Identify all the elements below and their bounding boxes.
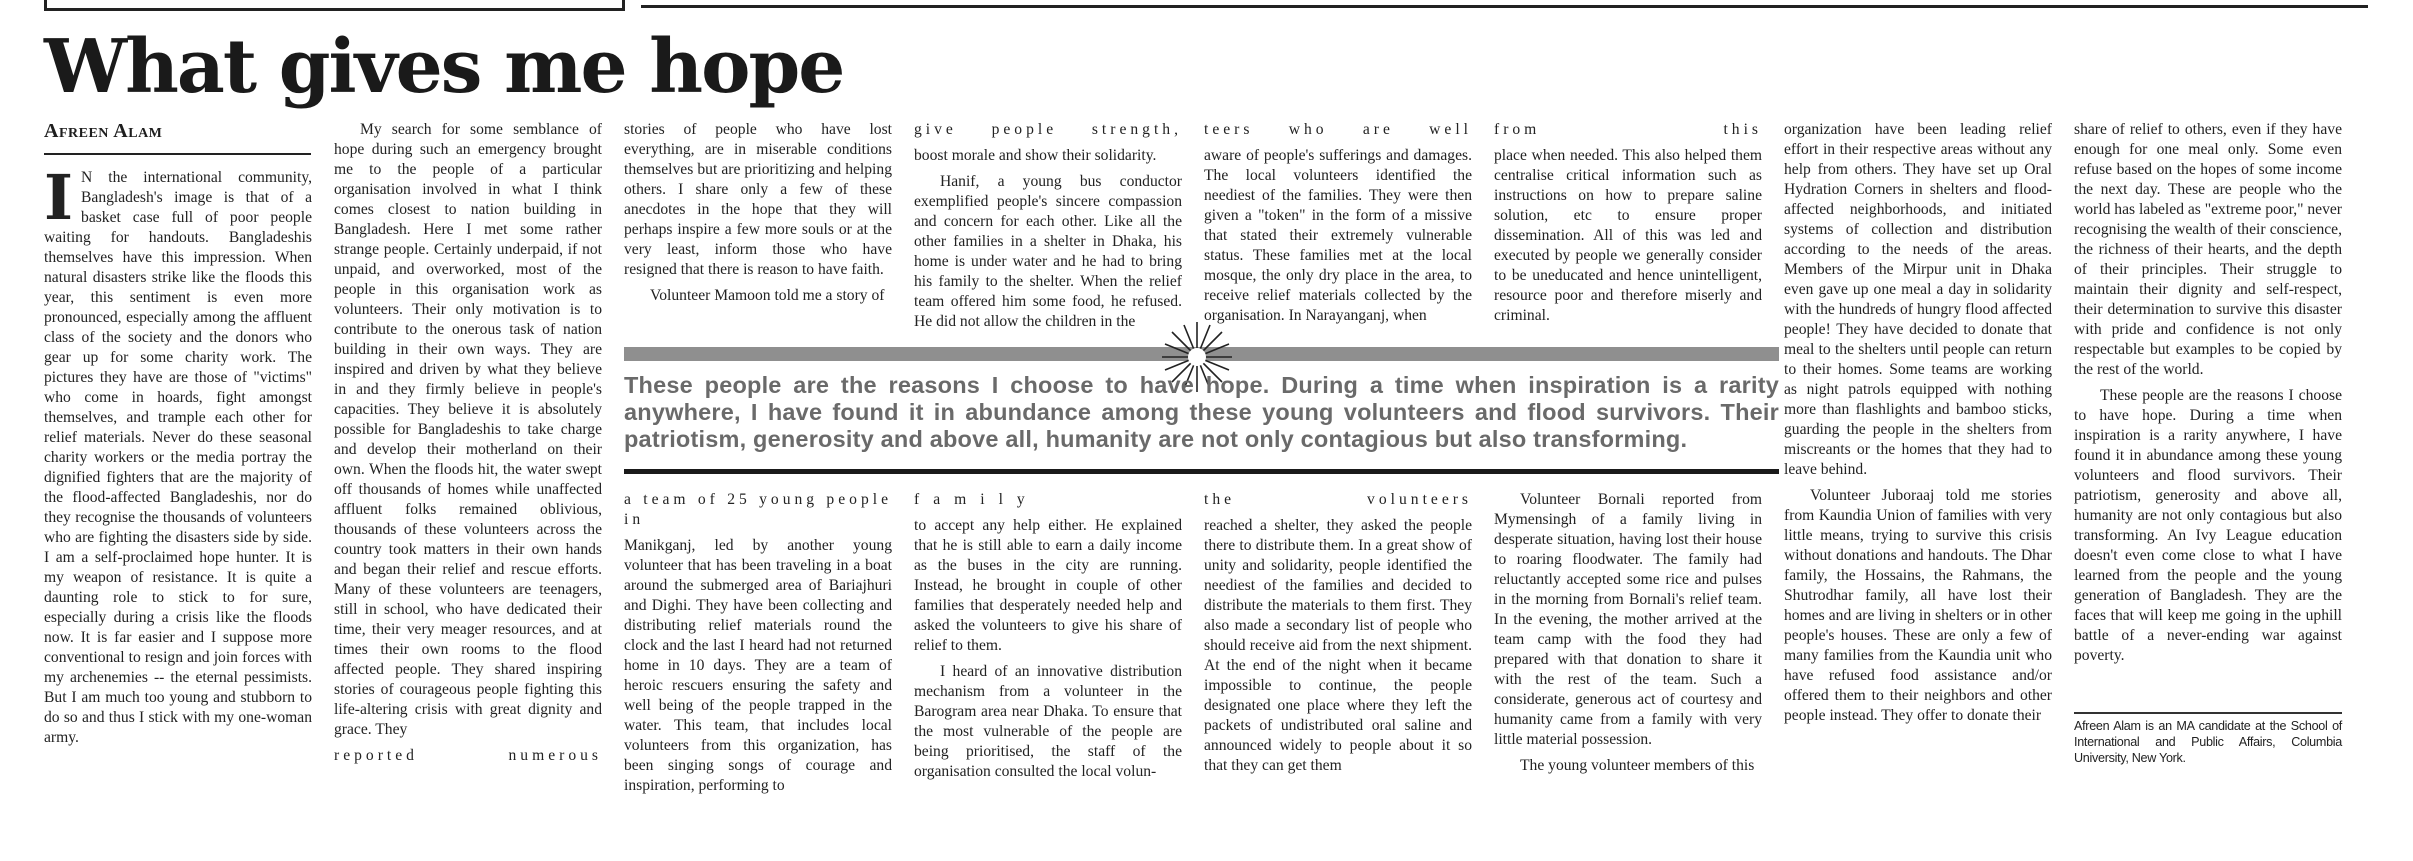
paragraph: My search for some semblance of hope during such an emergency brought me to the people of a particular organisation involved in what I think comes closest to nation building in Bangladesh. Here I met some rather strange people. Certainly underpaid, if not unpaid, and overworked, most of the people in this organisation work as volunteers. Their only motivation is to contribute to the onerous task of nation building in their own ways. They are inspired and driven by what they believe in and they firmly believe in people's capacities. They believe it is absolutely possible for Bangladeshis to take charge and develop their motherland on their own. When the floods hit, the water swept off thousands of homes while unaffected affluent folks remained oblivious, thousands of these volunteers across the country took matters in their own hands and began their relief and rescue efforts. Many of these volunteers are teenagers, still in school, who have dedicated their time, their very meager resources, and at times their own rooms to the flood affected people. They shared inspiring stories of courageous people fighting this life-altering crisis with great dignity and grace. They [334, 121, 602, 738]
top-border-box [44, 0, 625, 11]
article-column-8 [2074, 120, 2342, 672]
article-column-2 [334, 120, 602, 772]
paragraph: These people are the reasons I choose to have hope. During a time when inspiration is a rarity anywhere, I have found it in abundance among these young volunteers and flood survivors. Their patriotism, generosity and above all, humanity are not only contagious but also transforming. An Ivy League education doesn't even come close to what I have learned from the people and the young generation of Bangladesh. They are the faces that will keep me going in the uphill battle of a never-ending war against poverty. [2074, 387, 2342, 664]
paragraph: Volunteer Juboraaj told me stories from Kaundia Union of families with very little means, trying to survive this crisis without donations and handouts. The Dhar family, the Hossains, the Rahmans, the Shutrodhar family, all have lost their homes and are living in shelters or in other people's houses. These are only a few of many families from the Kaundia unit who have refused food assistance and/or offered them to their neighbors and other people instead. They offer to donate their [1784, 487, 2052, 724]
paragraph: to accept any help either. He explained that he is still able to earn a daily income as the buses in the city are running. Instead, he brought in couple of other families that desperately needed help and asked the volunteers to give his share of relief to them. [914, 517, 1182, 654]
paragraph: Manikganj, led by another young volunteer that has been traveling in a boat around the submerged area of Bariajhuri and Dighi. They have been collecting and distributing relief materials round the clock and the last I heard had not returned home in 10 days. They are a team of heroic rescuers ensuring the safety and well being of the people trapped in the water. This team, that includes local volunteers from this organization, has been singing songs of courage and inspiration, performing to [624, 537, 892, 794]
paragraph: aware of people's sufferings and damages. The local volunteers identified the neediest of the families. They were then given a "token" in the form of a missive that stated their extremely vulnerable status. These families met at the local mosque, the only dry place in the area, to receive relief materials collected by the organisation. In Narayanganj, when [1204, 147, 1472, 324]
byline: Afreen Alam [44, 120, 311, 155]
pull-quote-rule [624, 469, 1779, 474]
article-column-6-bottom [1494, 490, 1762, 782]
paragraph-head: the volunteers [1204, 491, 1472, 508]
paragraph: Volunteer Mamoon told me a story of [650, 287, 885, 304]
article-column-1 [44, 161, 312, 754]
paragraph: stories of people who have lost everything, are in miserable conditions themselves but are prioritizing and helping others. I share only a few of these anecdotes in the hope that they will perhaps inspire a few more souls or at the very least, inform those who have resigned that there is reason to have faith. [624, 121, 892, 278]
paragraph: organization have been leading relief effort in their respective areas without any help from others. They have set up Oral Hydration Corners in shelters and flood-affected neighborhoods, and initiated systems of collection and distribution according to the needs of the areas. Members of the Mirpur unit in Dhaka even gave up one meal a day in solidarity with the hundreds of hungry flood affected people! They have decided to donate that meal to the shelters until people can return to their homes. Some teams are working as night patrols equipped with nothing more than flashlights and bamboo sticks, guarding the people in the shelters from miscreants or the homes that they had to leave behind. [1784, 121, 2052, 478]
article-column-7 [1784, 120, 2052, 732]
paragraph: boost morale and show their solidarity. [914, 147, 1157, 164]
paragraph-tail: reported numerous [334, 747, 602, 764]
paragraph-head: family [914, 491, 1039, 508]
paragraph-head: a team of 25 young people in [624, 491, 892, 528]
article-column-6-top [1494, 120, 1762, 332]
author-bio: Afreen Alam is an MA candidate at the School of International and Public Affairs, Columbia University, New York. [2074, 712, 2342, 766]
paragraph: Hanif, a young bus conductor exemplified people's sincere compassion and concern for each other. Like all the other families in a shelter in Dhaka, his home is under water and he had to bring his family to the shelter. When the relief team offered him some food, he refused. He did not allow the children in the [914, 173, 1182, 330]
article-column-5-top [1204, 120, 1472, 332]
paragraph-head: from this [1494, 121, 1762, 138]
article-column-3-bottom [624, 490, 892, 802]
dropcap: I [44, 161, 74, 234]
paragraph [44, 161, 312, 748]
paragraph-head: give people strength, [914, 121, 1182, 138]
page-title: What gives me hope [44, 24, 844, 110]
article-column-3-top [624, 120, 892, 312]
article-column-4-bottom [914, 490, 1182, 788]
paragraph: place when needed. This also helped them centralise critical information such as instructions on how to prepare saline solution, etc to ensure proper dissemination. All of this was led and executed by people we generally consider to be uneducated and hence unintelligent, resource poor and therefore miserly and criminal. [1494, 147, 1762, 324]
article-column-5-bottom [1204, 490, 1472, 782]
pull-quote: These people are the reasons I choose to have hope. During a time when inspiration is a rarity anywhere, I have found it in abundance among these young volunteers and flood survivors. Their patriotism, generosity and above all, humanity are not only contagious but also transforming. [624, 372, 1779, 452]
paragraph: share of relief to others, even if they have enough for one meal only. Some even refuse based on the hopes of some income the next day. These are people who the world has labeled as "extreme poor," never recognising the wealth of their conscience, the richness of their hearts, and the depth of their principles. Their struggle to maintain their dignity and self-respect, their determination to survive this disaster with pride and confidence is not only respectable but examples to be copied by the rest of the world. [2074, 121, 2343, 378]
paragraph: The young volunteer members of this [1520, 757, 1755, 774]
paragraph: reached a shelter, they asked the people there to distribute them. In a great show of unity and solidarity, people identified the neediest of the families and decided to distribute the materials to them first. They also made a secondary list of people who should receive aid from the next shipment. At the end of the night when it became impossible to continue, the people designated one place where they left the packets of undistributed oral saline and announced widely to people about it so that they can get them [1204, 517, 1472, 774]
paragraph-text: N the international community, Bangladesh's image is that of a basket case full of poor people waiting for handouts. Bangladeshis themselves have this impression. When natural disasters strike like the floods this year, this sentiment is even more pronounced, especially among the affluent class of the society and the donors who gear up for some charity work. The pictures they have are those of "victims" who come in hoards, fight amongst themselves, and trample each other for relief materials. Never do these seasonal charity workers or the media portray the dignified fighters that are the majority of the flood-affected Bangladeshis, nor do they recognise the thousands of volunteers who are fighting the disasters side by side. I am a self-proclaimed hope hunter. It is my weapon of resistance. It is quite a daunting role to stick to for sure, especially during a crisis like the floods now. It is far easier and I suppose more conventional to resign and join forces with my archenemies -- the eternal pessimists. But I am much too young and stubborn to do so and thus I stick with my one-woman army. [44, 169, 312, 746]
paragraph-head: teers who are well [1204, 121, 1472, 138]
paragraph: I heard of an innovative distribution mechanism from a volunteer in the Barogram area near Dhaka. To ensure that the most vulnerable of the people are being prioritised, the staff of the organisation consulted the local volun- [914, 663, 1182, 780]
top-border-rule [641, 5, 2368, 8]
paragraph: Volunteer Bornali reported from Mymensingh of a family living in desperate situation, having lost their house to roaring floodwater. The family had reluctantly accepted some rice and pulses in the morning from Bornali's relief team. In the evening, the mother arrived at the team camp with the food they had prepared with that donation to share it with the rest of the team. Such a considerate, generous act of courtesy and humanity came from a family with very little material possession. [1494, 491, 1762, 748]
article-column-4-top [914, 120, 1182, 338]
